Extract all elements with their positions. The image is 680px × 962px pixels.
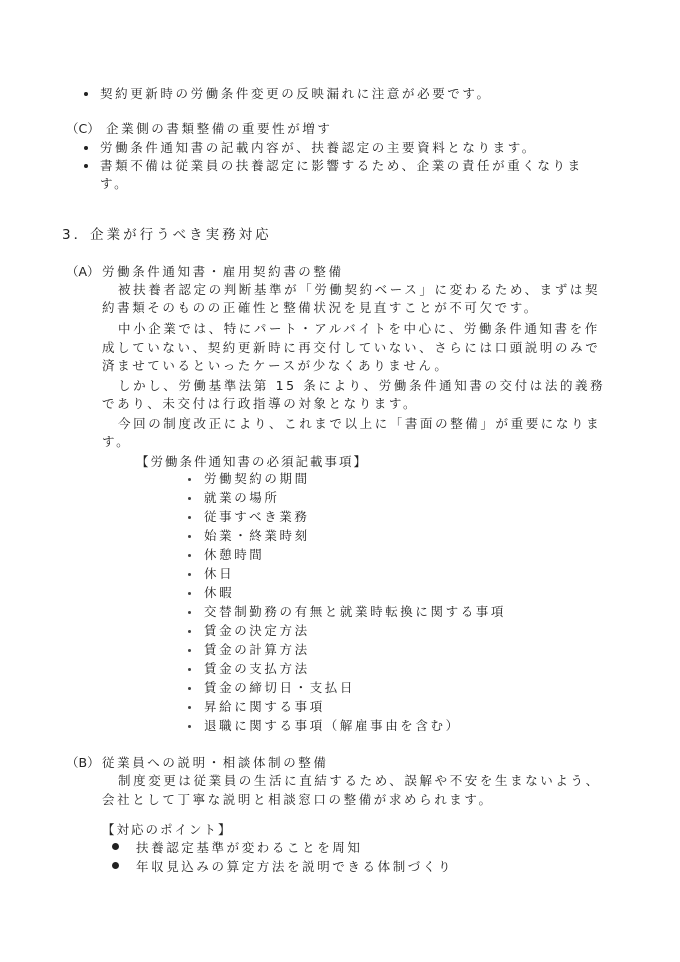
section-c-bullet-2: 書類不備は従業員の扶養認定に影響するため、企業の責任が重くなりま [100,158,583,173]
list-item: 休憩時間 [204,547,265,562]
list-item: 賃金の決定方法 [204,623,310,638]
list-dot-icon [188,592,191,595]
list-item: 従事すべき業務 [204,509,310,524]
list-item: 労働契約の期間 [204,471,310,486]
bullet-icon [84,164,88,168]
list-dot-icon [188,497,191,500]
section-a-paragraph-line: 今回の制度改正により、これまで以上に「書面の整備」が重要になりま [118,416,602,431]
section-a-title: 労働条件通知書・雇用契約書の整備 [102,264,344,279]
list-item: 賃金の締切日・支払日 [204,680,356,695]
list-dot-icon [188,630,191,633]
section-a-paragraph-line: 被扶養者認定の判断基準が「労働契約ベース」に変わるため、まずは契 [118,282,601,297]
point-item: 年収見込みの算定方法を説明できる体制づくり [136,859,454,874]
list-item: 賃金の計算方法 [204,642,310,657]
points-title: 【対応のポイント】 [102,822,233,837]
list-dot-icon [188,725,191,728]
list-item: 退職に関する事項（解雇事由を含む） [204,718,461,733]
section-b-label: （B） [66,755,100,770]
list-dot-icon [188,516,191,519]
list-dot-icon [188,668,191,671]
section-b-paragraph-line: 会社として丁寧な説明と相談窓口の整備が求められます。 [102,792,494,807]
section-c-label: （C） [66,121,100,136]
section-a-paragraph-line: しかし、労働基準法第 15 条により、労働条件通知書の交付は法的義務 [118,378,606,393]
point-bullet-icon [112,862,119,869]
section-a-paragraph-line: 中小企業では、特にパート・アルバイトを中心に、労働条件通知書を作 [118,321,600,336]
list-item: 交替制勤務の有無と就業時転換に関する事項 [204,604,507,619]
bullet-text: 契約更新時の労働条件変更の反映漏れに注意が必要です。 [100,86,492,101]
point-item: 扶養認定基準が変わることを周知 [136,840,363,855]
list-dot-icon [188,573,191,576]
list-dot-icon [188,478,191,481]
list-dot-icon [188,554,191,557]
section-a-paragraph-line: 成していない、契約更新時に再交付していない、さらには口頭説明のみで [102,340,601,355]
bullet-icon [84,146,88,150]
point-bullet-icon [112,843,119,850]
list-item: 賃金の支払方法 [204,661,310,676]
list-item: 始業・終業時刻 [204,528,310,543]
list-dot-icon [188,706,191,709]
list-item: 休暇 [204,585,235,600]
section-a-paragraph-line: す。 [102,434,132,449]
list-dot-icon [188,649,191,652]
bullet-icon [84,92,88,96]
list-item: 休日 [204,566,235,581]
list-dot-icon [188,535,191,538]
section-b-paragraph-line: 制度変更は従業員の生活に直結するため、誤解や不安を生まないよう、 [118,773,601,788]
required-items-title: 【労働条件通知書の必須記載事項】 [136,454,369,469]
section-c-bullet-1: 労働条件通知書の記載内容が、扶養認定の主要資料となります。 [100,140,537,155]
section-a-label: （A） [66,264,100,279]
list-item: 就業の場所 [204,490,280,505]
section-c-bullet-2-cont: す。 [100,176,130,191]
section-a-paragraph-line: であり、未交付は行政指導の対象となります。 [102,396,419,411]
list-item: 昇給に関する事項 [204,699,325,714]
section-3-heading: 3．企業が行うべき実務対応 [62,227,272,243]
list-dot-icon [188,687,191,690]
section-a-paragraph-line: 済ませているといったケースが少なくありません。 [102,358,450,373]
section-c-title: 企業側の書類整備の重要性が増す [106,121,333,136]
list-dot-icon [188,611,191,614]
section-b-title: 従業員への説明・相談体制の整備 [102,755,329,770]
section-a-paragraph-line: 約書類そのものの正確性と整備状況を見直すことが不可欠です。 [102,300,539,315]
